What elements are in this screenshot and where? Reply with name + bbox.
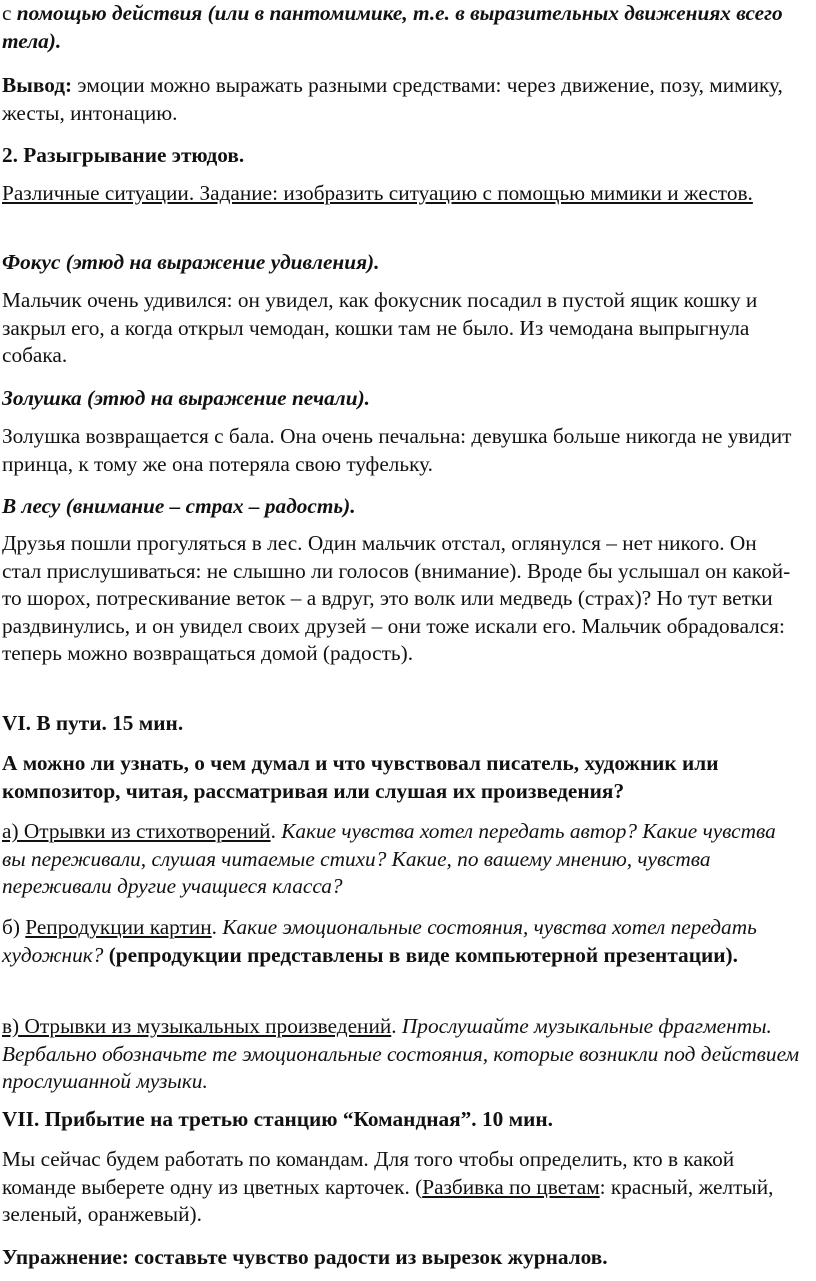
color-split-label: Разбивка по цветам bbox=[422, 1174, 600, 1199]
teams-text-start: Мы сейчас будем работать по командам. Для того чтобы определить, кто в какой команде выберете одну из цветных карточек. ( bbox=[2, 1147, 735, 1199]
paintings-label: Репродукции картин bbox=[25, 915, 212, 939]
paragraph-conclusion bbox=[2, 72, 810, 127]
etude-heading-cinderella: Золушка (этюд на выражение печали). bbox=[2, 386, 370, 410]
section-heading-team-station: VII. Прибытие на третью станцию “Командная”. 10 мин. bbox=[2, 1107, 553, 1131]
etude-heading-focus: Фокус (этюд на выражение удивления). bbox=[2, 250, 380, 274]
paragraph-paintings bbox=[2, 914, 798, 969]
music-instructions: Прослушайте музыкальные фрагменты. Вербально обозначьте те эмоциональные состояния, которые возникли под действием прослушанной музыки. bbox=[2, 1014, 800, 1094]
poems-label: а) Отрывки из стихотворений bbox=[2, 819, 271, 843]
paintings-dot: . bbox=[211, 915, 223, 939]
paintings-question: Какие эмоциональные состояния, чувства хотел передать художник? bbox=[2, 915, 757, 967]
music-label: в) Отрывки из музыкальных произведений bbox=[2, 1014, 392, 1038]
paragraph-cinderella: Золушка возвращается с бала. Она очень печальна: девушка больше никогда не увидит принца, к тому же она потеряла свою туфельку. bbox=[2, 424, 792, 476]
section-question: А можно ли узнать, о чем думал и что чувствовал писатель, художник или композитор, читая, рассматривая или слушая их произведения? bbox=[2, 751, 719, 803]
poems-dot: . bbox=[270, 819, 282, 843]
poems-questions: Какие чувства хотел передать автор? Какие чувства вы переживали, слушая читаемые стихи? Какие, по вашему мнению, чувства переживали другие учащиеся класса? bbox=[2, 819, 776, 899]
conclusion-label: Вывод: bbox=[2, 73, 73, 97]
paragraph-teams bbox=[2, 1146, 802, 1229]
paintings-note: (репродукции представлены в виде компьютерной презентации). bbox=[108, 942, 738, 967]
section-heading-etudes: 2. Разыгрывание этюдов. bbox=[2, 143, 245, 167]
paragraph-poems bbox=[2, 818, 802, 901]
paragraph-forest: Друзья пошли прогуляться в лес. Один мальчик отстал, оглянулся – нет никого. Он стал прислушиваться: не слышно ли голосов (внимание). Вроде бы услышал он какой-то шорох, потрескивание веток – а вдруг, это волк или медведь (страх)? Но тут ветки раздвинулись, и он увидел своих друзей – они тоже искали его. Мальчик обрадовался: теперь можно возвращаться домой (радость). bbox=[2, 531, 791, 666]
section-heading-on-the-way: VI. В пути. 15 мин. bbox=[2, 711, 184, 735]
paragraph-music bbox=[2, 1013, 804, 1096]
paintings-prefix: б) bbox=[2, 915, 26, 939]
conclusion-text: эмоции можно выражать разными средствами: через движение, позу, мимику, жесты, интонацию. bbox=[2, 73, 783, 125]
paragraph-focus: Мальчик очень удивился: он увидел, как фокусник посадил в пустой ящик кошку и закрыл его, а когда открыл чемодан, кошки там не было. Из чемодана выпрыгнула собака. bbox=[2, 288, 758, 368]
task-text: Различные ситуации. Задание: изобразить ситуацию с помощью мимики и жестов. bbox=[2, 181, 753, 205]
exercise-heading: Упражнение: составьте чувство радости из вырезок журналов. bbox=[2, 1245, 608, 1269]
paragraph-task bbox=[2, 180, 792, 208]
teams-text-end: : красный, желтый, зеленый, оранжевый). bbox=[2, 1174, 774, 1227]
text-prefix: с bbox=[2, 1, 17, 25]
paragraph-pantomime bbox=[2, 0, 792, 55]
music-dot: . bbox=[391, 1014, 402, 1038]
etude-heading-forest: В лесу (внимание – страх – радость). bbox=[2, 494, 356, 518]
pantomime-text: помощью действия (или в пантомимике, т.е. в выразительных движениях всего тела). bbox=[2, 1, 783, 53]
